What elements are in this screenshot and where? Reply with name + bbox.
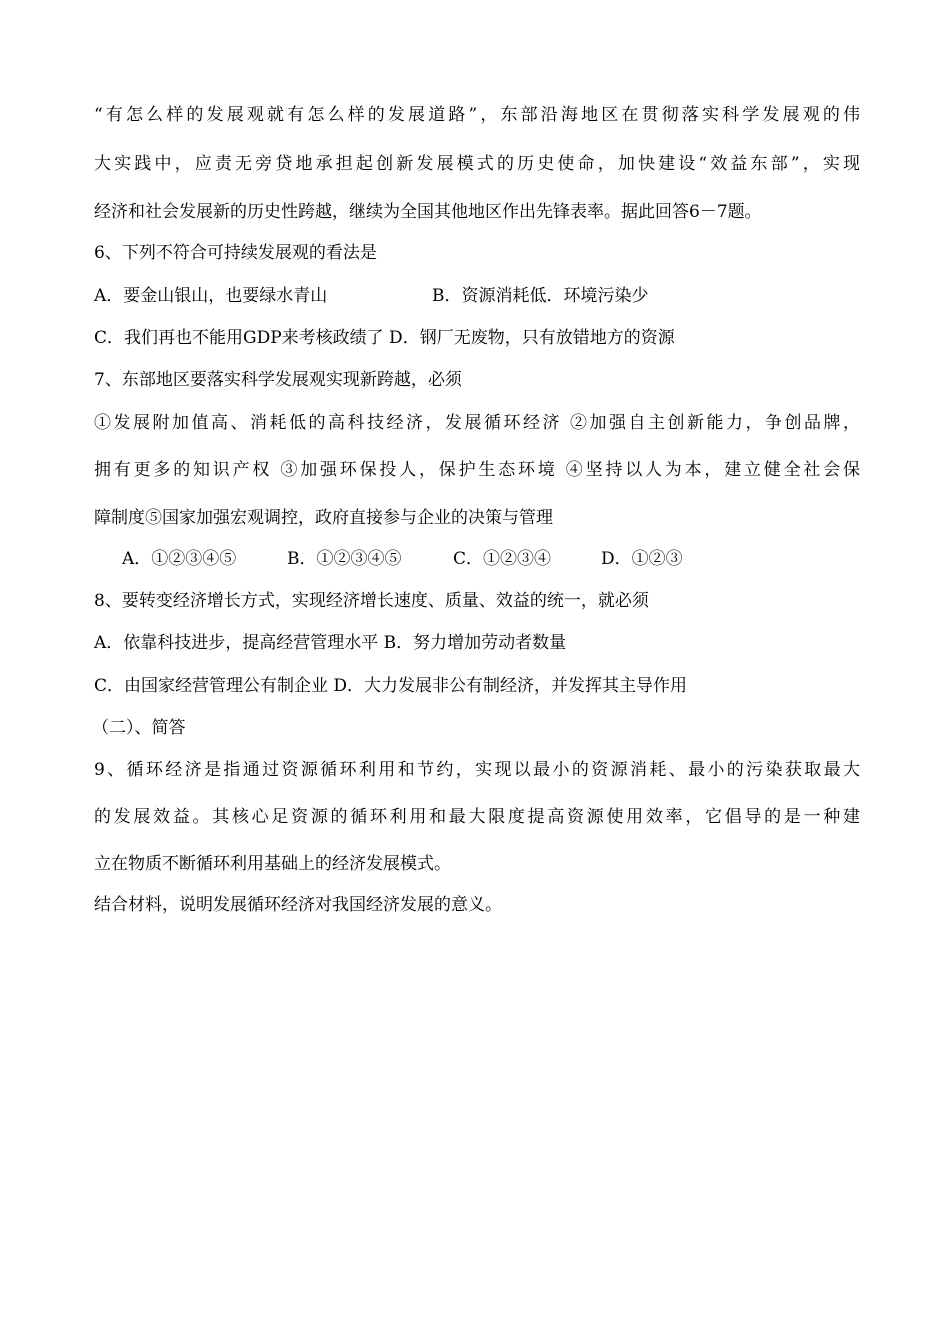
q7-items-line-2: 拥有更多的知识产权 ③加强环保投人，保护生态环境 ④坚持以人为本，建立健全社会保 bbox=[94, 460, 860, 480]
q6-options-cd: C．我们再也不能用GDP来考核政绩了 D．钢厂无废物，只有放错地方的资源 bbox=[94, 328, 675, 348]
q8-options-cd: C．由国家经营管理公有制企业 D．大力发展非公有制经济，并发挥其主导作用 bbox=[94, 676, 688, 696]
q8-options-ab: A．依靠科技进步，提高经营管理水平 B．努力增加劳动者数量 bbox=[94, 633, 567, 653]
q9-line-3: 立在物质不断循环利用基础上的经济发展模式。 bbox=[94, 854, 451, 874]
q6-option-a: A．要金山银山，也要绿水青山 bbox=[94, 286, 328, 306]
intro-line-2: 大实践中，应责无旁贷地承担起创新发展模式的历史使命，加快建设“效益东部”，实现 bbox=[94, 154, 860, 174]
q8-stem: 8、要转变经济增长方式，实现经济增长速度、质量、效益的统一，就必须 bbox=[94, 591, 649, 611]
q6-option-b: B．资源消耗低．环境污染少 bbox=[432, 286, 649, 306]
q7-options bbox=[122, 548, 888, 570]
q9-line-2: 的发展效益。其核心足资源的循环利用和最大限度提高资源使用效率，它倡导的是一种建 bbox=[94, 807, 860, 827]
q7-stem: 7、东部地区要落实科学发展观实现新跨越，必须 bbox=[94, 370, 462, 390]
q7-items-line-3: 障制度⑤国家加强宏观调控，政府直接参与企业的决策与管理 bbox=[94, 508, 553, 528]
q7-option-c: C．①②③④ bbox=[453, 549, 552, 569]
q7-option-d: D．①②③ bbox=[601, 549, 683, 569]
intro-line-3: 经济和社会发展新的历史性跨越，继续为全国其他地区作出先锋表率。据此回答6－7题。 bbox=[94, 202, 762, 222]
section-heading: （二）、简答 bbox=[92, 718, 186, 738]
q9-line-1: 9、循环经济是指通过资源循环利用和节约，实现以最小的资源消耗、最小的污染获取最大 bbox=[94, 760, 860, 780]
q9-prompt: 结合材料，说明发展循环经济对我国经济发展的意义。 bbox=[94, 895, 502, 915]
q7-option-a: A．①②③④⑤ bbox=[122, 549, 237, 569]
q7-option-b: B．①②③④⑤ bbox=[287, 549, 402, 569]
q6-stem: 6、下列不符合可持续发展观的看法是 bbox=[94, 243, 377, 263]
q6-options-ab bbox=[94, 285, 860, 307]
intro-line-1: “有怎么样的发展观就有怎么样的发展道路”，东部沿海地区在贯彻落实科学发展观的伟 bbox=[94, 105, 860, 125]
q7-items-line-1: ①发展附加值高、消耗低的高科技经济，发展循环经济 ②加强自主创新能力，争创品牌， bbox=[94, 413, 860, 433]
